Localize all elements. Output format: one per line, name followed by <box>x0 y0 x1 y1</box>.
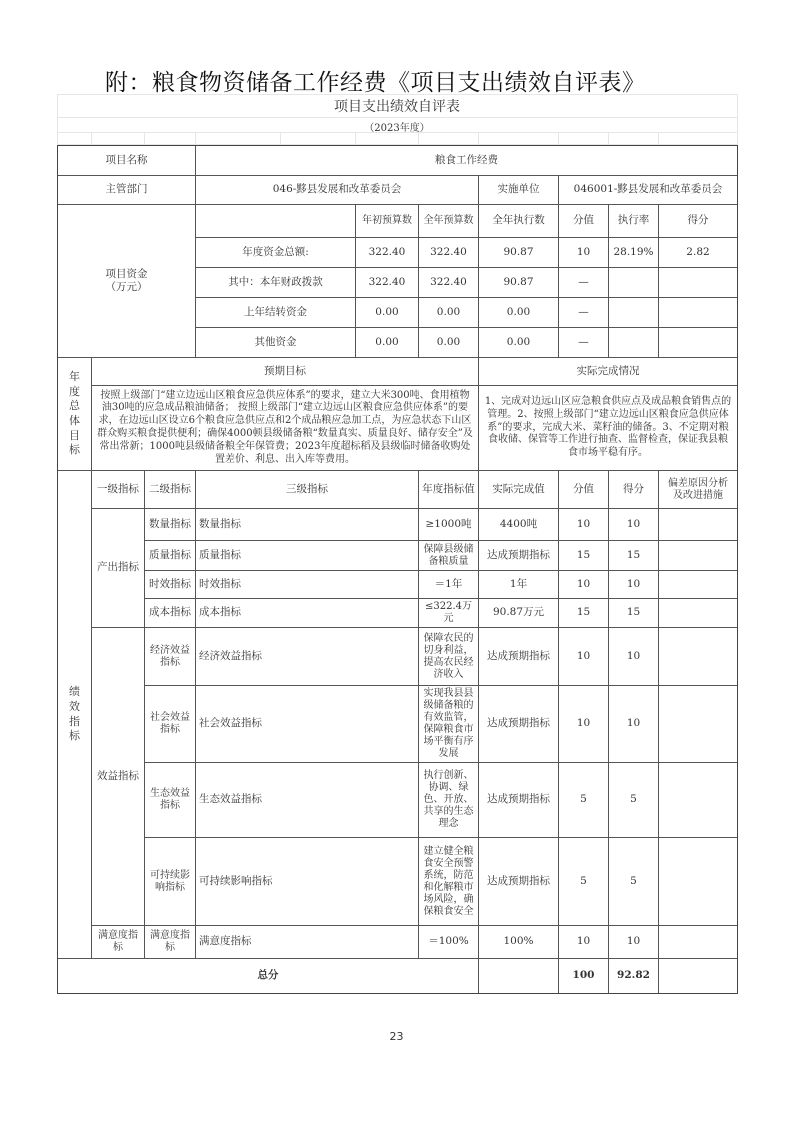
expected-goal-text: 按照上级部门“建立边远山区粮食应急供应体系”的要求，建立大米300吨、食用植物油30吨的应急成品粮油储备； 按照上级部门“建立边远山区粮食应急供应体系”的要求，在边远山区设立6个粮食应急供应点和2个成品粮应急加工点，为应急状态下山区群众购买粮食提供便利；确保4000顿县级储备粮“数量真实、质量良好、储存安全”及常出常新；1000吨县级储备粮全年保管费；2023年度超标稻及县级临时储备收购处置差价、利息、出入库等费用。 <box>91 385 479 471</box>
document-title: 附：粮食物资储备工作经费《项目支出绩效自评表》 <box>105 70 646 96</box>
target-cell: 实现我县县级储备粮的有效监管，保障粮食市场平衡有序发展 <box>418 685 479 763</box>
funds-row-rate <box>608 297 659 328</box>
actual-cell: 达成预期指标 <box>478 627 559 686</box>
score-value-cell: 15 <box>558 598 609 628</box>
header-level1: 一级指标 <box>91 470 145 509</box>
goals-label-char: 体 <box>69 414 80 427</box>
level3-cell: 质量指标 <box>195 540 419 571</box>
funds-row-annual: 322.40 <box>418 267 479 298</box>
funds-row-annual: 322.40 <box>418 237 479 268</box>
goals-label <box>57 357 92 471</box>
funds-row-initial: 0.00 <box>355 297 419 328</box>
funds-header-rate: 执行率 <box>608 204 659 238</box>
goals-label-char: 度 <box>69 384 80 398</box>
funds-row-rate <box>608 327 659 358</box>
actual-goal-header: 实际完成情况 <box>478 357 738 386</box>
funds-row-score <box>658 297 738 328</box>
level2-cell: 社会效益指标 <box>144 685 196 763</box>
funds-row-score: 2.82 <box>658 237 738 268</box>
header-actual: 实际完成值 <box>478 470 559 509</box>
target-cell: ＝100% <box>418 925 479 959</box>
funds-row-executed: 0.00 <box>478 297 559 328</box>
funds-header-executed: 全年执行数 <box>478 204 559 238</box>
funds-row-score <box>658 327 738 358</box>
level1-benefit: 效益指标 <box>91 627 145 926</box>
actual-cell: 达成预期指标 <box>478 762 559 838</box>
level3-cell: 成本指标 <box>195 598 419 628</box>
impl-label: 实施单位 <box>478 175 559 205</box>
header-target: 年度指标值 <box>418 470 479 509</box>
indicators-label-char: 指 <box>69 714 80 728</box>
level2-cell: 质量指标 <box>144 540 196 571</box>
funds-row-name: 其他资金 <box>195 327 356 358</box>
level3-cell: 时效指标 <box>195 570 419 599</box>
funds-header-score: 得分 <box>658 204 738 238</box>
funds-row-score-value: 10 <box>558 237 609 268</box>
funds-row-score-value: — <box>558 297 609 328</box>
header-level3: 三级指标 <box>195 470 419 509</box>
level2-cell: 数量指标 <box>144 508 196 541</box>
level3-cell: 满意度指标 <box>195 925 419 959</box>
level1-satisfaction: 满意度指标 <box>91 925 145 959</box>
indicators-label-char: 绩 <box>69 684 80 698</box>
project-name-value: 粮食工作经费 <box>195 145 738 176</box>
target-cell: 保障县级储备粮质量 <box>418 540 479 571</box>
actual-cell: 1年 <box>478 570 559 599</box>
goals-label-char: 总 <box>69 399 80 413</box>
total-score-value: 100 <box>558 958 609 994</box>
total-score: 92.82 <box>608 958 659 994</box>
score-cell: 5 <box>608 837 659 926</box>
funds-row-score-value: — <box>558 267 609 298</box>
funds-row-rate <box>608 267 659 298</box>
score-value-cell: 10 <box>558 685 609 763</box>
score-cell: 10 <box>608 627 659 686</box>
indicators-label <box>57 470 92 959</box>
header-score-value: 分值 <box>558 470 609 509</box>
indicators-label-char: 效 <box>69 699 80 713</box>
header-deviation: 偏差原因分析及改进措施 <box>658 470 738 509</box>
score-cell: 10 <box>608 570 659 599</box>
sheet-year: （2023年度） <box>364 123 430 134</box>
impl-value: 046001-黟县发展和改革委员会 <box>558 175 738 205</box>
actual-cell: 达成预期指标 <box>478 685 559 763</box>
score-cell: 10 <box>608 685 659 763</box>
funds-row-executed: 0.00 <box>478 327 559 358</box>
target-cell: ≤322.4万元 <box>418 598 479 628</box>
funds-row-annual: 0.00 <box>418 297 479 328</box>
actual-cell: 90.87万元 <box>478 598 559 628</box>
actual-cell: 100% <box>478 925 559 959</box>
score-cell: 5 <box>608 762 659 838</box>
dept-label: 主管部门 <box>57 175 196 205</box>
target-cell: 保障农民的切身利益，提高农民经济收入 <box>418 627 479 686</box>
target-cell: 建立健全粮食安全预警系统，防范和化解粮市场风险，确保粮食安全 <box>418 837 479 926</box>
deviation-cell <box>658 627 738 686</box>
goals-label-char: 标 <box>69 443 80 457</box>
level3-cell: 经济效益指标 <box>195 627 419 686</box>
actual-goal-text: 1、完成对边远山区应急粮食供应点及成品粮食销售点的管理。2、按照上级部门“建立边远山区粮食应急供应体系”的要求，完成大米、菜籽油的储备。3、不定期对粮食收储、保管等工作进行抽查、监督检查，保证我县粮食市场平稳有序。 <box>478 385 738 471</box>
header-score: 得分 <box>608 470 659 509</box>
funds-row-executed: 90.87 <box>478 237 559 268</box>
deviation-cell <box>658 570 738 599</box>
deviation-cell <box>658 508 738 541</box>
score-cell: 15 <box>608 598 659 628</box>
actual-cell: 4400吨 <box>478 508 559 541</box>
funds-row-rate: 28.19% <box>608 237 659 268</box>
score-value-cell: 5 <box>558 837 609 926</box>
level3-cell: 社会效益指标 <box>195 685 419 763</box>
score-value-cell: 10 <box>558 570 609 599</box>
sheet-title: 项目支出绩效自评表 <box>334 99 460 115</box>
actual-cell: 达成预期指标 <box>478 837 559 926</box>
goals-label-char: 年 <box>69 370 80 384</box>
level3-cell: 生态效益指标 <box>195 762 419 838</box>
total-deviation <box>658 958 738 994</box>
score-cell: 15 <box>608 540 659 571</box>
deviation-cell <box>658 685 738 763</box>
deviation-cell <box>658 925 738 959</box>
funds-row-initial: 322.40 <box>355 237 419 268</box>
target-cell: 执行创新、协调、绿色、开放、共享的生态理念 <box>418 762 479 838</box>
score-value-cell: 5 <box>558 762 609 838</box>
level2-cell: 成本指标 <box>144 598 196 628</box>
header-level2: 二级指标 <box>144 470 196 509</box>
funds-row-name: 其中：本年财政拨款 <box>195 267 356 298</box>
project-name-label: 项目名称 <box>57 145 196 176</box>
score-value-cell: 10 <box>558 627 609 686</box>
level1-output: 产出指标 <box>91 508 145 628</box>
level2-cell: 满意度指标 <box>144 925 196 959</box>
page-number: 23 <box>389 1030 404 1043</box>
gridline <box>57 117 738 118</box>
score-value-cell: 10 <box>558 925 609 959</box>
goals-label-char: 目 <box>69 428 80 442</box>
funds-header-annual: 全年预算数 <box>418 204 479 238</box>
funds-row-initial: 0.00 <box>355 327 419 358</box>
target-cell: ＝1年 <box>418 570 479 599</box>
indicators-label-char: 标 <box>69 729 80 743</box>
funds-row-annual: 0.00 <box>418 327 479 358</box>
score-value-cell: 10 <box>558 508 609 541</box>
deviation-cell <box>658 837 738 926</box>
level2-cell: 生态效益指标 <box>144 762 196 838</box>
funds-label <box>57 204 196 358</box>
funds-row-initial: 322.40 <box>355 267 419 298</box>
funds-row-name: 年度资金总额: <box>195 237 356 268</box>
level2-cell: 时效指标 <box>144 570 196 599</box>
funds-row-name: 上年结转资金 <box>195 297 356 328</box>
funds-header-blank <box>195 204 356 238</box>
level2-cell: 经济效益指标 <box>144 627 196 686</box>
expected-goal-header: 预期目标 <box>91 357 479 386</box>
deviation-cell <box>658 598 738 628</box>
score-cell: 10 <box>608 508 659 541</box>
funds-label-line2: （万元） <box>105 281 148 293</box>
level3-cell: 可持续影响指标 <box>195 837 419 926</box>
actual-cell: 达成预期指标 <box>478 540 559 571</box>
target-cell: ≥1000吨 <box>418 508 479 541</box>
dept-value: 046-黟县发展和改革委员会 <box>195 175 479 205</box>
score-value-cell: 15 <box>558 540 609 571</box>
funds-header-initial: 年初预算数 <box>355 204 419 238</box>
total-label: 总分 <box>57 958 479 994</box>
funds-label-line1: 项目资金 <box>105 267 148 280</box>
score-cell: 10 <box>608 925 659 959</box>
funds-row-score <box>658 267 738 298</box>
deviation-cell <box>658 540 738 571</box>
level3-cell: 数量指标 <box>195 508 419 541</box>
funds-row-score-value: — <box>558 327 609 358</box>
level2-cell: 可持续影响指标 <box>144 837 196 926</box>
funds-row-executed: 90.87 <box>478 267 559 298</box>
deviation-cell <box>658 762 738 838</box>
total-actual <box>478 958 559 994</box>
funds-header-score-value: 分值 <box>558 204 609 238</box>
